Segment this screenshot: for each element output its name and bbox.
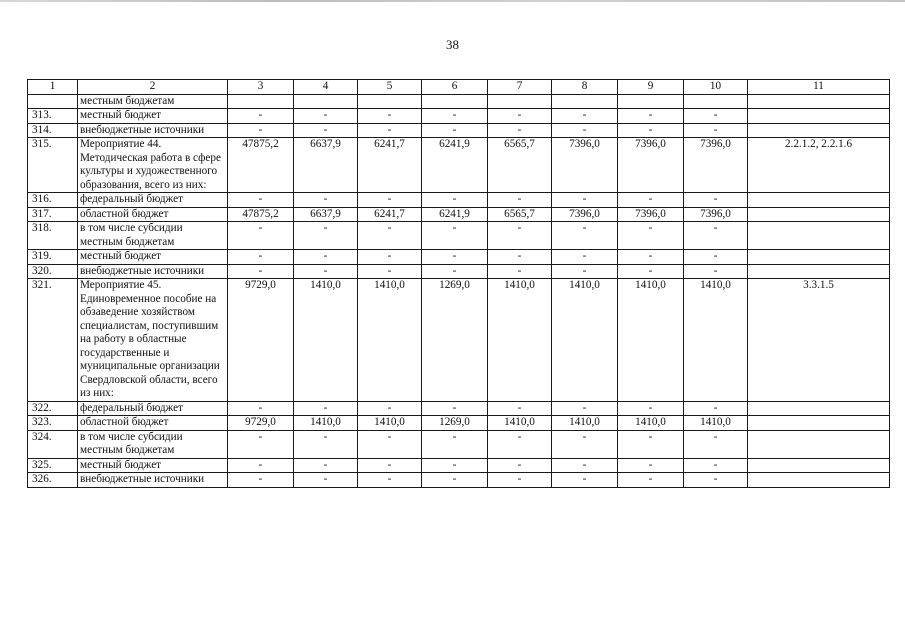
row-value: - — [618, 473, 684, 488]
row-description: федеральный бюджет — [78, 401, 228, 416]
row-value: 47875,2 — [228, 138, 294, 193]
row-number: 314. — [28, 123, 78, 138]
row-value: - — [618, 222, 684, 250]
row-number: 322. — [28, 401, 78, 416]
row-value: 6565,7 — [488, 138, 552, 193]
column-header: 3 — [228, 80, 294, 95]
row-value: 1269,0 — [422, 416, 488, 431]
column-header: 6 — [422, 80, 488, 95]
row-number: 321. — [28, 279, 78, 402]
row-value: - — [294, 250, 358, 265]
row-value: - — [618, 458, 684, 473]
row-value: - — [422, 222, 488, 250]
row-value: - — [684, 264, 748, 279]
row-value: - — [228, 123, 294, 138]
row-description: внебюджетные источники — [78, 123, 228, 138]
row-value: 7396,0 — [552, 207, 618, 222]
row-target-ref — [748, 193, 890, 208]
row-number: 316. — [28, 193, 78, 208]
table-row — [28, 138, 890, 193]
row-value: - — [228, 264, 294, 279]
row-value: 6241,7 — [358, 138, 422, 193]
row-number: 313. — [28, 109, 78, 124]
row-value: 1410,0 — [488, 416, 552, 431]
table-row — [28, 279, 890, 402]
row-value: - — [618, 250, 684, 265]
row-value: 1410,0 — [294, 279, 358, 402]
row-value: - — [358, 109, 422, 124]
scan-edge — [0, 0, 905, 2]
row-value: 7396,0 — [618, 138, 684, 193]
row-value: - — [684, 458, 748, 473]
row-value: - — [552, 473, 618, 488]
row-description: местный бюджет — [78, 250, 228, 265]
row-value: - — [552, 109, 618, 124]
row-value: - — [488, 123, 552, 138]
row-number: 323. — [28, 416, 78, 431]
row-value — [422, 94, 488, 109]
row-target-ref — [748, 458, 890, 473]
table-row — [28, 109, 890, 124]
column-header: 1 — [28, 80, 78, 95]
table-row — [28, 193, 890, 208]
row-target-ref — [748, 123, 890, 138]
row-value — [618, 94, 684, 109]
column-header: 9 — [618, 80, 684, 95]
row-value: 1410,0 — [294, 416, 358, 431]
row-value: 6565,7 — [488, 207, 552, 222]
row-value: - — [488, 109, 552, 124]
row-value: - — [618, 193, 684, 208]
row-target-ref — [748, 250, 890, 265]
row-value: 1410,0 — [618, 416, 684, 431]
row-value: - — [488, 264, 552, 279]
row-value: 9729,0 — [228, 416, 294, 431]
row-value: - — [488, 250, 552, 265]
row-value — [358, 94, 422, 109]
row-value — [684, 94, 748, 109]
row-value: - — [552, 250, 618, 265]
table-row — [28, 416, 890, 431]
row-value: - — [422, 193, 488, 208]
row-value: - — [552, 222, 618, 250]
row-number: 318. — [28, 222, 78, 250]
row-target-ref — [748, 416, 890, 431]
row-target-ref — [748, 401, 890, 416]
row-description: в том числе субсидии местным бюджетам — [78, 222, 228, 250]
row-value: 1410,0 — [684, 279, 748, 402]
row-target-ref — [748, 264, 890, 279]
row-value: - — [488, 222, 552, 250]
row-description: Мероприятие 44. Методическая работа в сфере культуры и художественного образования, всего из них: — [78, 138, 228, 193]
row-value: - — [552, 458, 618, 473]
row-number: 325. — [28, 458, 78, 473]
row-value: - — [618, 109, 684, 124]
row-value: - — [552, 264, 618, 279]
table-row — [28, 458, 890, 473]
row-value: - — [358, 430, 422, 458]
page-number: 38 — [446, 37, 459, 52]
row-description: федеральный бюджет — [78, 193, 228, 208]
row-description: областной бюджет — [78, 416, 228, 431]
row-value: - — [294, 222, 358, 250]
table-row — [28, 430, 890, 458]
row-value: - — [488, 401, 552, 416]
row-value: 6241,9 — [422, 138, 488, 193]
row-value: - — [618, 264, 684, 279]
row-value: - — [552, 123, 618, 138]
row-number: 326. — [28, 473, 78, 488]
row-value: 47875,2 — [228, 207, 294, 222]
row-number: 317. — [28, 207, 78, 222]
row-number: 320. — [28, 264, 78, 279]
column-header: 2 — [78, 80, 228, 95]
row-value: 7396,0 — [618, 207, 684, 222]
row-value: - — [422, 430, 488, 458]
row-value: - — [228, 473, 294, 488]
table-row — [28, 250, 890, 265]
table-row — [28, 264, 890, 279]
row-value — [488, 94, 552, 109]
row-value: 7396,0 — [684, 138, 748, 193]
row-target-ref — [748, 430, 890, 458]
row-target-ref — [748, 207, 890, 222]
row-value: - — [294, 123, 358, 138]
row-value: 7396,0 — [684, 207, 748, 222]
table-row — [28, 207, 890, 222]
column-header: 8 — [552, 80, 618, 95]
table-row — [28, 94, 890, 109]
column-header: 7 — [488, 80, 552, 95]
row-target-ref — [748, 94, 890, 109]
row-description: внебюджетные источники — [78, 264, 228, 279]
table-header-row — [28, 80, 890, 95]
column-header: 5 — [358, 80, 422, 95]
row-value: 6241,9 — [422, 207, 488, 222]
row-description: областной бюджет — [78, 207, 228, 222]
row-value: - — [294, 473, 358, 488]
row-value: - — [618, 123, 684, 138]
table-row — [28, 222, 890, 250]
row-number: 324. — [28, 430, 78, 458]
row-value — [552, 94, 618, 109]
row-target-ref — [748, 222, 890, 250]
row-value — [228, 94, 294, 109]
row-value: - — [422, 458, 488, 473]
table-row — [28, 401, 890, 416]
row-value: - — [228, 401, 294, 416]
row-number: 319. — [28, 250, 78, 265]
row-value: 1410,0 — [358, 416, 422, 431]
row-value: - — [294, 458, 358, 473]
row-value: - — [228, 430, 294, 458]
row-value: - — [684, 473, 748, 488]
row-value: - — [684, 430, 748, 458]
table-row — [28, 123, 890, 138]
budget-table — [27, 79, 890, 488]
row-value: - — [294, 401, 358, 416]
row-value: 6241,7 — [358, 207, 422, 222]
row-value: - — [488, 430, 552, 458]
row-value: - — [228, 458, 294, 473]
row-value: - — [422, 123, 488, 138]
row-value: - — [358, 222, 422, 250]
row-description: Мероприятие 45. Единовременное пособие на обзаведение хозяйством специалистам, поступившим на работу в областные государственные и муниципальные организации Свердловской области, всего из них: — [78, 279, 228, 402]
row-value: - — [422, 264, 488, 279]
column-header: 11 — [748, 80, 890, 95]
row-description: внебюджетные источники — [78, 473, 228, 488]
row-value: - — [618, 430, 684, 458]
row-value: - — [618, 401, 684, 416]
row-value: - — [294, 264, 358, 279]
row-value: 1410,0 — [552, 416, 618, 431]
row-value: 9729,0 — [228, 279, 294, 402]
row-value: - — [358, 401, 422, 416]
row-value: - — [552, 193, 618, 208]
row-target-ref: 3.3.1.5 — [748, 279, 890, 402]
row-value: 7396,0 — [552, 138, 618, 193]
table-body — [28, 80, 890, 488]
row-value: - — [488, 473, 552, 488]
row-value: 1410,0 — [488, 279, 552, 402]
row-target-ref — [748, 109, 890, 124]
row-value: - — [684, 401, 748, 416]
row-description: местный бюджет — [78, 458, 228, 473]
row-value: - — [684, 109, 748, 124]
row-value: - — [422, 109, 488, 124]
row-value: - — [488, 458, 552, 473]
row-description: в том числе субсидии местным бюджетам — [78, 430, 228, 458]
row-value: - — [684, 123, 748, 138]
row-value: 1410,0 — [552, 279, 618, 402]
row-value: - — [228, 250, 294, 265]
row-value: 6637,9 — [294, 138, 358, 193]
row-number: 315. — [28, 138, 78, 193]
column-header: 4 — [294, 80, 358, 95]
row-value: - — [358, 473, 422, 488]
table-row — [28, 473, 890, 488]
row-value: - — [422, 250, 488, 265]
row-value: - — [358, 458, 422, 473]
row-target-ref — [748, 473, 890, 488]
row-value: - — [684, 222, 748, 250]
row-value: 6637,9 — [294, 207, 358, 222]
row-value: - — [294, 193, 358, 208]
row-value: 1410,0 — [358, 279, 422, 402]
row-value: - — [228, 109, 294, 124]
row-value: - — [422, 401, 488, 416]
row-value: 1410,0 — [684, 416, 748, 431]
row-value: - — [358, 264, 422, 279]
row-value: - — [358, 123, 422, 138]
column-header: 10 — [684, 80, 748, 95]
row-value: - — [294, 109, 358, 124]
row-value: - — [228, 222, 294, 250]
row-description: местный бюджет — [78, 109, 228, 124]
row-value: - — [294, 430, 358, 458]
row-target-ref: 2.2.1.2, 2.2.1.6 — [748, 138, 890, 193]
row-value: - — [228, 193, 294, 208]
row-value — [294, 94, 358, 109]
row-value: - — [488, 193, 552, 208]
row-value: 1410,0 — [618, 279, 684, 402]
row-value: - — [684, 193, 748, 208]
row-description: местным бюджетам — [78, 94, 228, 109]
row-value: - — [358, 193, 422, 208]
row-value: 1269,0 — [422, 279, 488, 402]
row-value: - — [422, 473, 488, 488]
row-value: - — [684, 250, 748, 265]
row-value: - — [358, 250, 422, 265]
row-value: - — [552, 401, 618, 416]
row-number — [28, 94, 78, 109]
row-value: - — [552, 430, 618, 458]
